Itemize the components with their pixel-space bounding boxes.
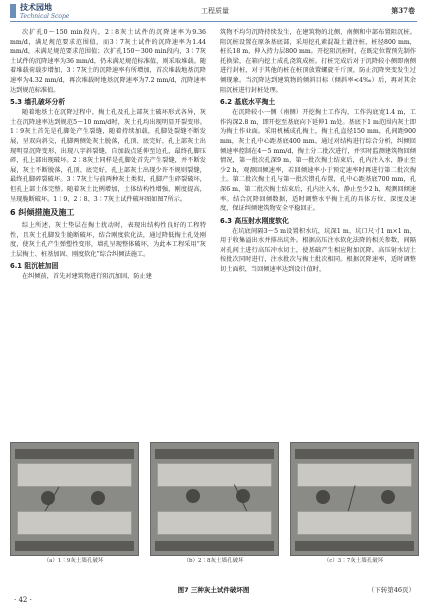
body-paragraph: 次扩孔0～150 min段内，2∶8灰土试件的沉降速率为9.36 mm/d，满足规范要求范围值，而3∶7灰土试件的沉降速率为1.44 mm/d，未满足规范要求范围值；次扩孔150～300 min段内，3∶7灰土试件的沉降速率为36 mm/d，仍未满足规范标准值，则采取堆载。随着堆载荷载步增加，3∶7灰土的沉降速率有所增加，首次堆载地基沉降速率为4.32 mm/d，再次堆载时地基沉降速率为7.2 mm/d，沉降速率达到规范标准值。: [10, 29, 206, 94]
body-paragraph: 在纠倾前，首先对建筑物进行阻沉加固，防止建: [22, 273, 152, 281]
page-header: [0, 0, 427, 22]
brand-en: Technical Scope: [20, 13, 70, 20]
figure-7: [10, 442, 417, 570]
figure-title: 图7 三种灰土试件破坏图: [177, 586, 250, 594]
right-column: [220, 28, 416, 275]
body-paragraph: 随着地基土在沉降过程中，掏土孔及孔上部灰土破坏形式各异，灰土在沉降速率达到规范5～10 mm/d时，灰土孔均出现明显开裂变形。1∶9灰土首先是孔脚处产生裂缝，随着持续加载，孔脚处裂缝不断发展，呈双向斜交，孔脚两侧处灰土脱落，孔顶、底完好，孔上部灰土出现明显沉降变形，出现八字斜裂缝，自加载点延伸至边孔，最终孔脚压碎，孔上部出现破坏。2∶8灰土同样是孔脚处首先产生裂缝，并不断发展，灰土不断脱落，孔顶、底完好，孔上部灰土出现少许不规则裂缝，最终孔脚碎裂破坏。3∶7灰土与前两种灰土类似，孔脚产生碎裂破坏，但孔上部土体完整。随着灰土比例增加，土体结构性增强，刚度提高，呈现脆断破坏。1∶9、2∶8、3∶7灰土试件破坏图如图7所示。: [10, 109, 206, 203]
section-logo-mark: [10, 4, 16, 18]
section-heading-6-3: 6.3 高压射水刚度软化: [220, 216, 289, 225]
body-paragraph: 在沉降较小一侧（南侧）开挖掏土工作沟，工作沟底宽1.4 m，工作沟深2.8 m，即开挖至基底向下延伸1 m处。基底下1 m范围内灰土即为掏土作业面。采用机械成孔掏土，掏土孔直径150 mm，孔间距900 mm，灰土孔中心距基底400 mm。通过对结构进行综合分析，纠倾回倾速率控制在4～5 mm/d，掏土分二批次进行，并实时监测建筑物回倾情况，第一批次孔深9 m，第一批次掏土结束后，孔内注入水，静止至少2 h，观测回倾速率，若回倾速率小于预定速率时再进行第二批次掏土。第二批次掏土孔与第一批次错孔布置，孔中心距基底700 mm，孔深6 m，第二批次掏土结束后，孔内注入水，静止至少2 h，观测回倾速率。结合沉降回倾数据，适时调整水平掏土孔的具体方位、深度及速度，保证纠倾建筑物安全平稳回正。: [220, 109, 416, 213]
continued-note: （下转第46页）: [367, 586, 415, 594]
photo-3-7-failure: [290, 442, 419, 556]
header-divider: [10, 21, 417, 22]
journal-name: 工程质量: [201, 7, 229, 15]
section-heading-6-1: 6.1 阻沉桩加固: [10, 262, 59, 271]
section-heading-5-3: 5.3 墙孔破坏分析: [10, 98, 66, 107]
photo-2-8-failure: [150, 442, 279, 556]
subcaption-c: （c）3∶7灰土墙孔破坏: [323, 558, 384, 564]
volume-label: 第37卷: [391, 6, 415, 15]
section-heading-6: 6 纠倾措施及施工: [10, 208, 75, 218]
brand-cn: 技术园地: [20, 3, 52, 12]
section-heading-6-2: 6.2 基底水平掏土: [220, 98, 276, 107]
subcaption-a: （a）1∶9灰土墙孔破坏: [43, 558, 104, 564]
body-paragraph: 综上所述，灰土垫层在掏土扰动时，表现出结构性良好的工程特性，且灰土孔脚发生脆断破坏，结合刚度软化法，通过降低掏土孔处刚度，使灰土孔产生弹塑性变形，墙孔呈现整体破坏，为此本工程采用“灰土层掏土、桩基加固、刚度软化”综合纠倾法施工。: [10, 222, 206, 258]
page-number: · 42 ·: [14, 596, 32, 604]
body-paragraph: 筑物不均匀沉降持续发生，在建筑物的北侧、南侧和中部布置阻沉桩。阻沉桩设置在原条基底部，采用挖孔素混凝土灌注桩，桩径800 mm，桩长18 m，伸入持力层800 mm。开挖阻沉桩时，在既定位置预先制作托换梁，在箱内挖土成孔浇筑成桩。打桩完成后对于沉降较小侧即南侧进行封桩，对于其他的桩在桩顶放置螺旋千斤顶，防止沉降突变发生过倾现象。当沉降达到建筑物的倾斜目标（倾斜率<4‰）后，再对其余阻沉桩进行封桩处理。: [220, 29, 416, 94]
photo-1-9-failure: [10, 442, 139, 556]
subcaption-b: （b）2∶8灰土墙孔破坏: [183, 558, 244, 564]
body-paragraph: 在坑底间隔3～5 m设置积水坑，坑深1 m，坑口尺寸1 m×1 m，用于收集溢出水并排出坑外。根据高压注水软化法降的相关参数，间隔对孔间土进行高压冲水切土，使基础产生相应附加沉降。高压射水切土按批次同时进行，注水批次与掏土批次相同。根据沉降速率，适时调整切土面积，当回倾速率达到设计值时，: [220, 227, 416, 274]
figure-caption: [10, 585, 417, 594]
section-brand: [20, 3, 69, 21]
left-column: [10, 28, 206, 282]
